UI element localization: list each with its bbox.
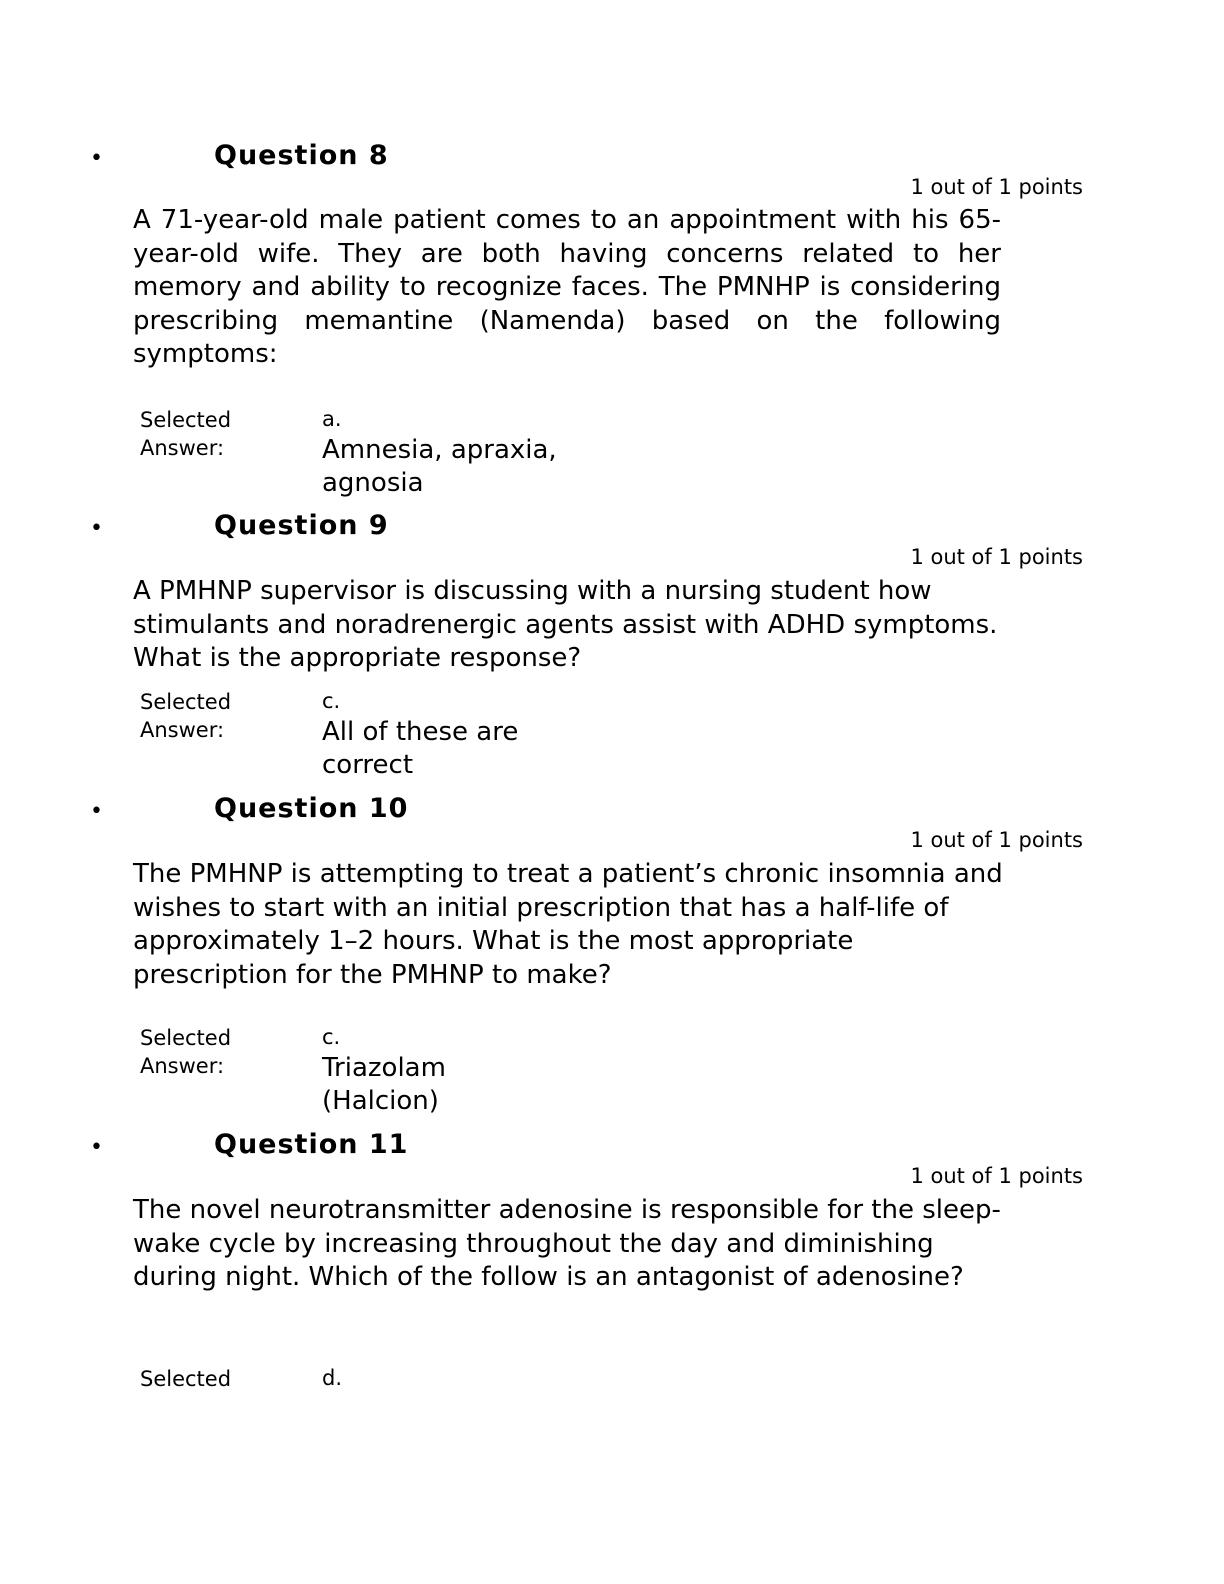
question-text: The PMHNP is attempting to treat a patient’s chronic insomnia and wishes to start with an initial prescription that has a half-life of approximately 1–2 hours. What is the most appropriate prescription for the PMHNP to make? (133, 859, 1003, 990)
answer-letter: a. (322, 407, 342, 431)
question-title: Question 8 (214, 140, 389, 171)
points-score: 1 out of 1 points (910, 828, 1083, 852)
question-text: A PMHNP supervisor is discussing with a nursing student how stimulants and noradrenergic agents assist with ADHD symptoms. What is the appropriate response? (133, 576, 998, 673)
bullet: • (90, 1135, 103, 1160)
question-text: A 71-year-old male patient comes to an appointment with his 65-year-old wife. They are both having concerns related to her memory and ability to recognize faces. The PMNHP is considering prescribing memantine (Namenda) based on the following symptoms: (133, 205, 1001, 369)
selected-answer-label: Selected Answer: (140, 408, 232, 460)
answer-text: All of these are correct (322, 717, 519, 780)
answer-letter: c. (322, 689, 341, 713)
bullet: • (90, 146, 103, 171)
selected-answer-label: Selected Answer: (140, 1026, 232, 1078)
answer-letter: d. (322, 1366, 343, 1390)
question-text: The novel neurotransmitter adenosine is responsible for the sleep-wake cycle by increasing throughout the day and diminishing during night. Which of the follow is an antagonist of adenosine? (133, 1195, 1001, 1292)
selected-answer-label: Selected (140, 1367, 232, 1391)
answer-text: Amnesia, apraxia, agnosia (322, 435, 557, 498)
selected-answer-label: Selected Answer: (140, 690, 232, 742)
answer-letter: c. (322, 1025, 341, 1049)
points-score: 1 out of 1 points (910, 1164, 1083, 1188)
question-title: Question 9 (214, 510, 389, 541)
points-score: 1 out of 1 points (910, 545, 1083, 569)
question-title: Question 11 (214, 1129, 409, 1160)
bullet: • (90, 799, 103, 824)
question-title: Question 10 (214, 793, 409, 824)
points-score: 1 out of 1 points (910, 175, 1083, 199)
answer-text: Triazolam (Halcion) (322, 1053, 446, 1116)
bullet: • (90, 516, 103, 541)
